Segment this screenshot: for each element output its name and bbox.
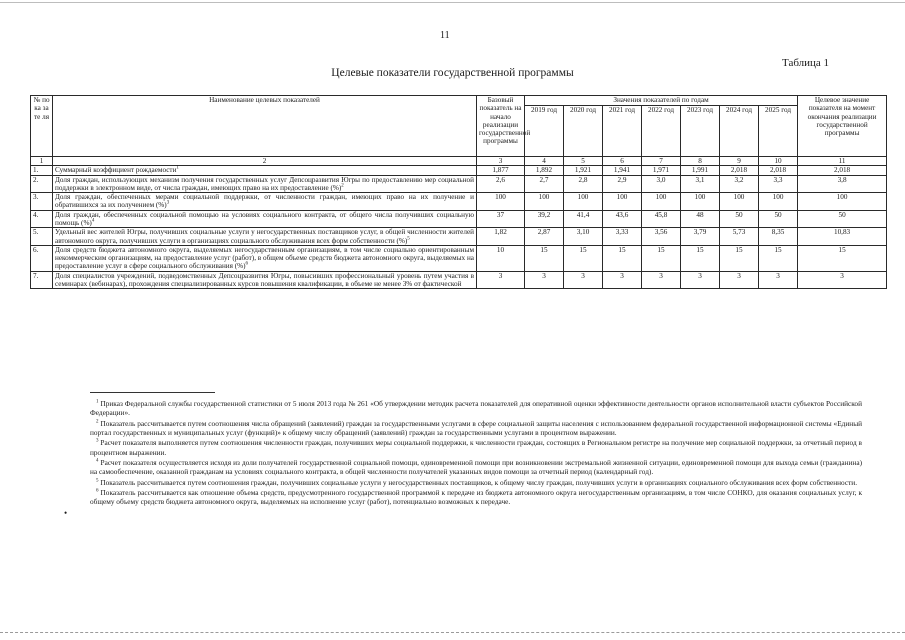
year-value: 15 bbox=[759, 245, 798, 271]
base-value: 100 bbox=[477, 193, 525, 211]
column-number: 10 bbox=[759, 157, 798, 166]
year-value: 1,941 bbox=[603, 166, 642, 175]
year-value: 2,8 bbox=[564, 175, 603, 193]
year-value: 2,018 bbox=[720, 166, 759, 175]
footnote-text: Расчет показателя осуществляется исходя из доли получателей государственной социальной помощи, единовременной помощи при возникновении экстремальной жизненной ситуации, единовременной помощи для выхода семьи (гражданина) на самообеспечение, оказанной гражданам на условиях социального контракта, в общей численности получателей указанных видов помощи за отчетный период (календарный год). bbox=[90, 457, 862, 477]
footnote-text: Расчет показателя выполняется путем соотношения численности граждан, получивших меры социальной поддержки, к численности граждан, состоящих в Региональном регистре на получение мер социальной поддержки, за отчетный период в процентном выражении. bbox=[90, 438, 862, 457]
footnote-number: 3 bbox=[96, 438, 99, 444]
footnote-ref: 6 bbox=[245, 261, 249, 267]
year-value: 100 bbox=[759, 193, 798, 211]
year-header: 2020 год bbox=[564, 106, 603, 157]
margin-mark: • bbox=[64, 508, 68, 518]
year-header: 2019 год bbox=[525, 106, 564, 157]
year-value: 1,921 bbox=[564, 166, 603, 175]
year-value: 3 bbox=[759, 271, 798, 289]
year-value: 100 bbox=[642, 193, 681, 211]
year-value: 3 bbox=[642, 271, 681, 289]
column-number: 2 bbox=[53, 157, 477, 166]
row-number: 5. bbox=[31, 228, 53, 246]
footnote bbox=[90, 478, 862, 487]
target-value: 3,8 bbox=[798, 175, 887, 193]
year-value: 1,991 bbox=[681, 166, 720, 175]
column-number: 1 bbox=[31, 157, 53, 166]
target-value: 15 bbox=[798, 245, 887, 271]
footnote bbox=[90, 438, 862, 457]
year-value: 100 bbox=[525, 193, 564, 211]
row-number: 6. bbox=[31, 245, 53, 271]
table-row bbox=[31, 228, 887, 246]
year-value: 15 bbox=[603, 245, 642, 271]
footnote-ref: 4 bbox=[91, 218, 95, 224]
target-value: 2,018 bbox=[798, 166, 887, 175]
year-value: 39,2 bbox=[525, 210, 564, 228]
year-value: 2,7 bbox=[525, 175, 564, 193]
year-value: 15 bbox=[681, 245, 720, 271]
year-value: 3,2 bbox=[720, 175, 759, 193]
year-value: 15 bbox=[642, 245, 681, 271]
indicator-name-text: Доля средств бюджета автономного округа, выделяемых негосударственным организациям, в том числе социально ориентированным некоммерческим организациям, на предоставление услуг (работ), в общем объеме средств бюджета автономного округа, выделяемых на предоставление услуг в сфере социального обслуживания (%) bbox=[55, 245, 474, 271]
indicator-name bbox=[53, 166, 477, 175]
year-value: 2,9 bbox=[603, 175, 642, 193]
footnote-ref: 3 bbox=[166, 201, 170, 207]
year-value: 5,73 bbox=[720, 228, 759, 246]
table-row bbox=[31, 271, 887, 289]
year-value: 100 bbox=[720, 193, 759, 211]
footnote-ref: 5 bbox=[407, 236, 410, 242]
year-value: 3 bbox=[525, 271, 564, 289]
indicator-name-text: Доля специалистов учреждений, подведомственных Депсоцразвития Югры, повысивших профессиональный уровень путем участия в семинарах (вебинарах), прохождения специализированных курсов повышения квалификации, в объеме не менее 3% от фактической bbox=[55, 271, 474, 288]
target-value: 100 bbox=[798, 193, 887, 211]
header-target: Целевое значение показателя на момент окончания реализации государственной программы bbox=[798, 96, 887, 157]
year-header: 2025 год bbox=[759, 106, 798, 157]
year-value: 2,018 bbox=[759, 166, 798, 175]
year-value: 2,87 bbox=[525, 228, 564, 246]
indicator-name bbox=[53, 228, 477, 246]
row-number: 4. bbox=[31, 210, 53, 228]
row-number: 3. bbox=[31, 193, 53, 211]
footnote bbox=[90, 419, 862, 438]
base-value: 3 bbox=[477, 271, 525, 289]
indicator-name bbox=[53, 245, 477, 271]
footnote-number: 5 bbox=[96, 478, 99, 484]
column-number: 8 bbox=[681, 157, 720, 166]
bottom-edge-line bbox=[0, 632, 905, 633]
target-value: 10,83 bbox=[798, 228, 887, 246]
column-number: 6 bbox=[603, 157, 642, 166]
footnote bbox=[90, 458, 862, 477]
footnote bbox=[90, 488, 862, 507]
footnote-text: Показатель рассчитывается путем соотношения граждан, получивших социальные услуги у негосударственных поставщиков, к общему числу граждан, получивших услуги в организациях социального обслуживания всех форм собственности. bbox=[100, 477, 858, 487]
table-row bbox=[31, 193, 887, 211]
year-value: 41,4 bbox=[564, 210, 603, 228]
year-value: 100 bbox=[603, 193, 642, 211]
footnote-number: 2 bbox=[96, 419, 99, 425]
indicator-name-text: Доля граждан, использующих механизм получения государственных услуг Депсоцразвития Югры по предоставлению мер социальной поддержки в электронном виде, от числа граждан, имеющих право на их предоставление (%) bbox=[55, 175, 474, 192]
table-row bbox=[31, 245, 887, 271]
footnote-separator bbox=[90, 392, 215, 393]
year-value: 15 bbox=[564, 245, 603, 271]
indicator-name-text: Доля граждан, обеспеченных социальной помощью на условиях социального контракта, от общего числа получивших социальную помощь (%) bbox=[55, 210, 474, 227]
header-name: Наименование целевых показателей bbox=[53, 96, 477, 157]
year-value: 3,10 bbox=[564, 228, 603, 246]
table-label: Таблица 1 bbox=[782, 57, 830, 69]
indicator-name-text: Доля граждан, обеспеченных мерами социальной поддержки, от численности граждан, имеющих право на их получение и обратившихся за их получением (%) bbox=[55, 193, 474, 210]
year-value: 3,79 bbox=[681, 228, 720, 246]
footnote-ref: 2 bbox=[341, 183, 344, 189]
indicator-name bbox=[53, 271, 477, 289]
year-value: 3 bbox=[564, 271, 603, 289]
year-value: 1,971 bbox=[642, 166, 681, 175]
year-value: 3,33 bbox=[603, 228, 642, 246]
header-values-by-year: Значения показателей по годам bbox=[525, 96, 798, 106]
column-number: 7 bbox=[642, 157, 681, 166]
column-number: 3 bbox=[477, 157, 525, 166]
year-value: 1,892 bbox=[525, 166, 564, 175]
base-value: 1,82 bbox=[477, 228, 525, 246]
indicator-name-text: Удельный вес жителей Югры, получивших социальные услуги у негосударственных поставщиков услуг, в общей численности жителей автономного округа, получивших услуги в организациях социального обслуживания всех форм собственности (%) bbox=[55, 228, 474, 245]
year-header: 2022 год bbox=[642, 106, 681, 157]
target-value: 3 bbox=[798, 271, 887, 289]
year-value: 100 bbox=[564, 193, 603, 211]
indicators-table bbox=[30, 95, 887, 289]
footnote-number: 4 bbox=[96, 458, 99, 464]
year-value: 8,35 bbox=[759, 228, 798, 246]
year-value: 43,6 bbox=[603, 210, 642, 228]
year-value: 100 bbox=[681, 193, 720, 211]
header-base: Базовый показатель на начало реализации государственной программы bbox=[477, 96, 525, 157]
row-number: 7. bbox=[31, 271, 53, 289]
table-row bbox=[31, 166, 887, 175]
indicator-name-text: Суммарный коэффициент рождаемости bbox=[55, 166, 177, 175]
footnote-number: 6 bbox=[96, 488, 99, 494]
column-number: 11 bbox=[798, 157, 887, 166]
row-number: 2. bbox=[31, 175, 53, 193]
column-number: 4 bbox=[525, 157, 564, 166]
footnote-text: Показатель рассчитывается путем соотношения числа обращений (заявлений) граждан за государственными услугами в сфере социальной защиты населения с использованием федеральной государственной информационной системы «Единый портал государственных и муниципальных услуг (функций)» к общему числу обращений (заявлений) граждан за государственными услугами в процентном выражении. bbox=[90, 418, 862, 437]
footnote-text: Приказ Федеральной службы государственной статистики от 5 июля 2013 года № 261 «Об утверждении методик расчета показателей для оперативной оценки эффективности деятельности органов исполнительной власти субъектов Российской Федерации». bbox=[90, 399, 862, 418]
footnote-ref: 1 bbox=[176, 165, 179, 171]
table-row bbox=[31, 210, 887, 228]
top-edge-line bbox=[0, 2, 905, 3]
year-value: 3,56 bbox=[642, 228, 681, 246]
year-value: 3 bbox=[720, 271, 759, 289]
column-number-row bbox=[31, 157, 887, 166]
year-header: 2021 год bbox=[603, 106, 642, 157]
footnotes bbox=[90, 399, 862, 508]
column-number: 9 bbox=[720, 157, 759, 166]
footnote bbox=[90, 399, 862, 418]
document-title: Целевые показатели государственной программы bbox=[331, 67, 574, 79]
year-value: 15 bbox=[720, 245, 759, 271]
year-value: 3 bbox=[603, 271, 642, 289]
year-value: 15 bbox=[525, 245, 564, 271]
table-row bbox=[31, 175, 887, 193]
indicators-body bbox=[31, 166, 887, 289]
row-number: 1. bbox=[31, 166, 53, 175]
year-value: 50 bbox=[759, 210, 798, 228]
year-value: 3,3 bbox=[759, 175, 798, 193]
footnote-number: 1 bbox=[96, 399, 99, 405]
indicator-name bbox=[53, 210, 477, 228]
year-header: 2023 год bbox=[681, 106, 720, 157]
year-value: 48 bbox=[681, 210, 720, 228]
column-number: 5 bbox=[564, 157, 603, 166]
base-value: 37 bbox=[477, 210, 525, 228]
base-value: 1,877 bbox=[477, 166, 525, 175]
indicator-name bbox=[53, 193, 477, 211]
target-value: 50 bbox=[798, 210, 887, 228]
year-value: 3,1 bbox=[681, 175, 720, 193]
footnote-text: Показатель рассчитывается как отношение объема средств, предусмотренного государственной программой к передаче из бюджета автономного округа негосударственным организациям, в том числе СОНКО, для оказания социальных услуг, к общему объему средств бюджета автономного округа, выделяемых на исполнение услуг (работ), потенциально возможных к передаче. bbox=[90, 487, 863, 507]
indicator-name bbox=[53, 175, 477, 193]
base-value: 10 bbox=[477, 245, 525, 271]
base-value: 2,6 bbox=[477, 175, 525, 193]
year-header: 2024 год bbox=[720, 106, 759, 157]
header-num: № по ка за те ля bbox=[31, 96, 53, 157]
year-value: 50 bbox=[720, 210, 759, 228]
year-value: 45,8 bbox=[642, 210, 681, 228]
year-value: 3 bbox=[681, 271, 720, 289]
year-value: 3,0 bbox=[642, 175, 681, 193]
page-number: 11 bbox=[440, 30, 450, 41]
